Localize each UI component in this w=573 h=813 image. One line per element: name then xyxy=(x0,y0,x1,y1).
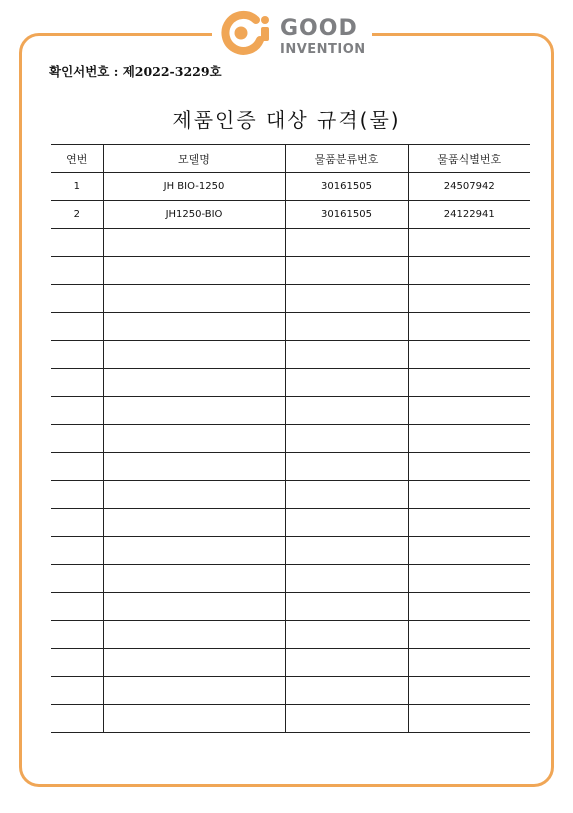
cell-model xyxy=(103,705,285,733)
logo-line-1: GOOD xyxy=(280,16,358,41)
table-row xyxy=(51,621,530,649)
cell-serial xyxy=(51,285,103,313)
table-row xyxy=(51,313,530,341)
cell-identification-number xyxy=(408,565,530,593)
good-invention-logo xyxy=(212,8,372,58)
cell-classification-number xyxy=(285,481,408,509)
cell-serial xyxy=(51,453,103,481)
cell-model xyxy=(103,677,285,705)
cell-identification-number xyxy=(408,425,530,453)
cell-serial xyxy=(51,313,103,341)
cell-identification-number: 24122941 xyxy=(408,201,530,229)
table-row xyxy=(51,397,530,425)
certificate-number: 확인서번호 : 제2022-3229호 xyxy=(49,64,222,79)
cell-classification-number xyxy=(285,229,408,257)
cell-identification-number xyxy=(408,229,530,257)
cell-classification-number xyxy=(285,537,408,565)
cell-classification-number xyxy=(285,677,408,705)
cell-serial xyxy=(51,621,103,649)
table-row xyxy=(51,481,530,509)
cell-identification-number xyxy=(408,257,530,285)
table-row xyxy=(51,677,530,705)
cell-model xyxy=(103,453,285,481)
cell-identification-number xyxy=(408,621,530,649)
cell-serial xyxy=(51,565,103,593)
cell-serial: 2 xyxy=(51,201,103,229)
table-row xyxy=(51,453,530,481)
cell-serial xyxy=(51,705,103,733)
table-row xyxy=(51,425,530,453)
cell-identification-number xyxy=(408,649,530,677)
cell-identification-number xyxy=(408,285,530,313)
cell-model xyxy=(103,397,285,425)
cell-serial xyxy=(51,649,103,677)
cell-classification-number xyxy=(285,453,408,481)
cell-model xyxy=(103,593,285,621)
cell-model: JH1250-BIO xyxy=(103,201,285,229)
cell-identification-number xyxy=(408,397,530,425)
cell-classification-number xyxy=(285,257,408,285)
cell-identification-number xyxy=(408,341,530,369)
cell-serial xyxy=(51,537,103,565)
cell-identification-number xyxy=(408,313,530,341)
cell-classification-number xyxy=(285,341,408,369)
cell-classification-number xyxy=(285,593,408,621)
cell-classification-number xyxy=(285,397,408,425)
logo-line-2: INVENTION xyxy=(280,42,366,57)
cell-serial xyxy=(51,341,103,369)
cell-classification-number xyxy=(285,369,408,397)
cell-classification-number xyxy=(285,509,408,537)
cell-identification-number xyxy=(408,705,530,733)
table-row xyxy=(51,257,530,285)
header-model: 모델명 xyxy=(103,145,285,173)
cell-serial xyxy=(51,593,103,621)
cell-identification-number xyxy=(408,509,530,537)
cell-model xyxy=(103,229,285,257)
logo-wordmark xyxy=(280,18,366,56)
cell-serial xyxy=(51,369,103,397)
cell-serial xyxy=(51,677,103,705)
cell-serial xyxy=(51,257,103,285)
spec-table xyxy=(51,144,530,733)
header-classification-number: 물품분류번호 xyxy=(285,145,408,173)
cell-identification-number xyxy=(408,369,530,397)
cell-classification-number xyxy=(285,285,408,313)
cell-model xyxy=(103,369,285,397)
cell-serial xyxy=(51,425,103,453)
cell-classification-number xyxy=(285,649,408,677)
cell-model xyxy=(103,537,285,565)
cell-model xyxy=(103,509,285,537)
cell-model: JH BIO-1250 xyxy=(103,173,285,201)
cell-identification-number xyxy=(408,481,530,509)
cell-classification-number xyxy=(285,621,408,649)
cell-classification-number xyxy=(285,565,408,593)
logo-mark-icon xyxy=(216,10,276,56)
page-title: 제품인증 대상 규격(물) xyxy=(172,108,401,132)
cell-model xyxy=(103,649,285,677)
cell-identification-number xyxy=(408,593,530,621)
cell-classification-number: 30161505 xyxy=(285,201,408,229)
cell-identification-number: 24507942 xyxy=(408,173,530,201)
header-identification-number: 물품식별번호 xyxy=(408,145,530,173)
table-row xyxy=(51,229,530,257)
cell-model xyxy=(103,257,285,285)
table-row xyxy=(51,593,530,621)
cell-model xyxy=(103,341,285,369)
cell-identification-number xyxy=(408,453,530,481)
table-header-row xyxy=(51,145,530,173)
cell-serial: 1 xyxy=(51,173,103,201)
table-row xyxy=(51,285,530,313)
cell-model xyxy=(103,481,285,509)
header-serial: 연번 xyxy=(51,145,103,173)
cell-identification-number xyxy=(408,537,530,565)
cell-serial xyxy=(51,509,103,537)
cell-model xyxy=(103,285,285,313)
table-row xyxy=(51,705,530,733)
cell-model xyxy=(103,425,285,453)
table-row xyxy=(51,649,530,677)
cell-model xyxy=(103,621,285,649)
cell-classification-number xyxy=(285,425,408,453)
cell-classification-number xyxy=(285,705,408,733)
cell-model xyxy=(103,565,285,593)
cell-serial xyxy=(51,397,103,425)
table-row xyxy=(51,565,530,593)
table-row xyxy=(51,341,530,369)
cell-classification-number: 30161505 xyxy=(285,173,408,201)
table-row xyxy=(51,201,530,229)
table-row xyxy=(51,509,530,537)
cell-model xyxy=(103,313,285,341)
cell-identification-number xyxy=(408,677,530,705)
cell-serial xyxy=(51,481,103,509)
cell-serial xyxy=(51,229,103,257)
cell-classification-number xyxy=(285,313,408,341)
table-row xyxy=(51,537,530,565)
table-row xyxy=(51,173,530,201)
table-row xyxy=(51,369,530,397)
